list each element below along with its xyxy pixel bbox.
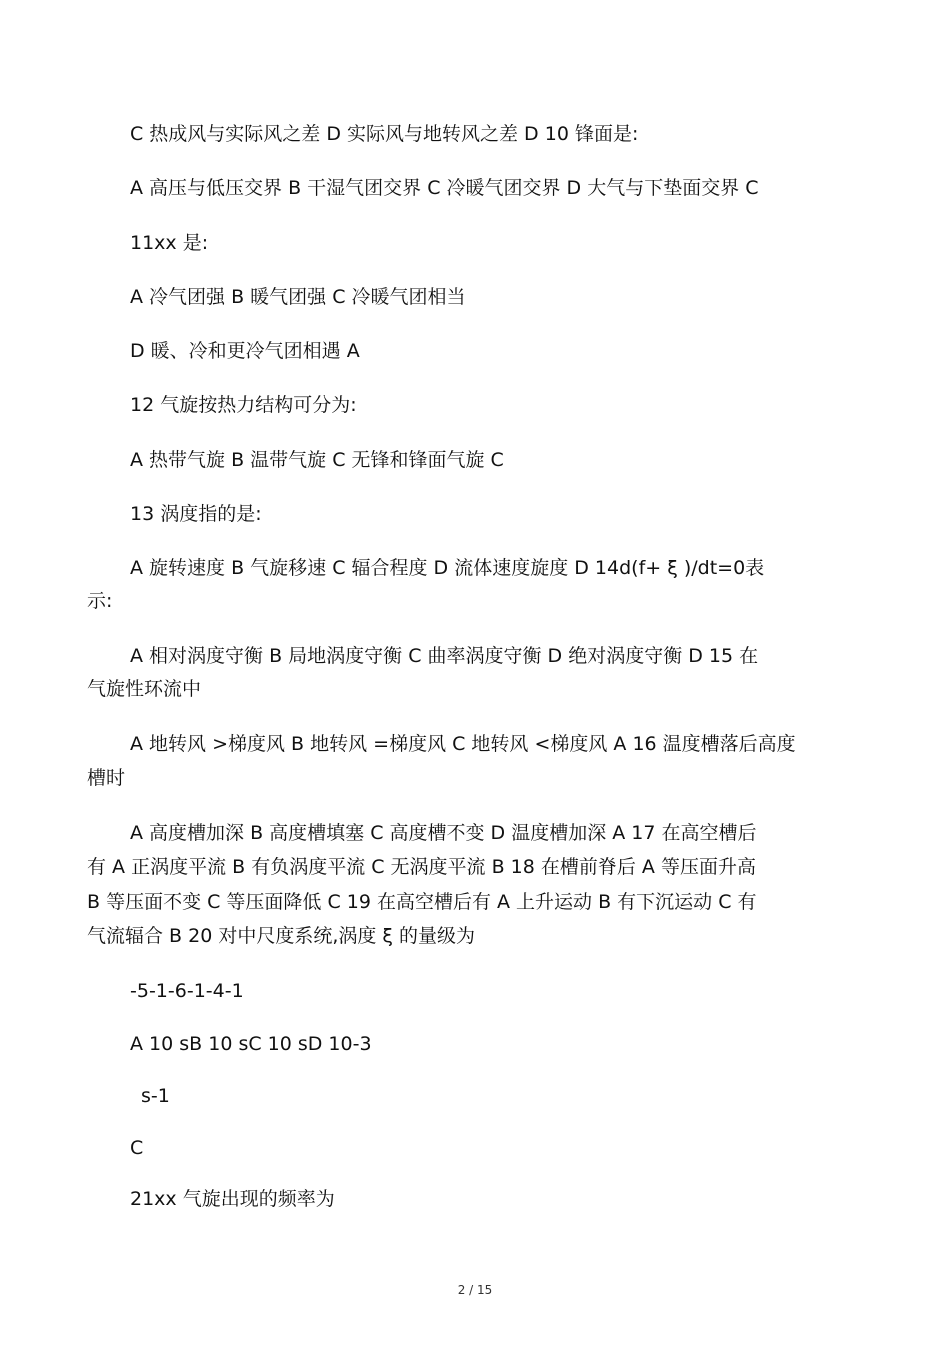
text-line: A 地转风 >梯度风 B 地转风 =梯度风 C 地转风 <梯度风 A 16 温度槽落后高度 [130,733,796,755]
page-number: 2 / 15 [457,1283,493,1297]
text-line: s-1 [141,1085,170,1107]
text-line: A 热带气旋 B 温带气旋 C 无锋和锋面气旋 C [130,449,504,471]
text-line: C 热成风与实际风之差 D 实际风与地转风之差 D 10 锋面是: [130,123,639,145]
text-line: A 旋转速度 B 气旋移速 C 辐合程度 D 流体速度旋度 D 14d(f+ ξ )/dt=0表 [130,557,765,579]
text-line: -5-1-6-1-4-1 [130,980,244,1002]
text-line: D 暖、冷和更冷气团相遇 A [130,340,360,362]
text-line: A 高度槽加深 B 高度槽填塞 C 高度槽不变 D 温度槽加深 A 17 在高空槽后 [130,822,757,844]
text-line: A 相对涡度守衡 B 局地涡度守衡 C 曲率涡度守衡 D 绝对涡度守衡 D 15 在 [130,645,759,667]
text-line: A 高压与低压交界 B 干湿气团交界 C 冷暖气团交界 D 大气与下垫面交界 C [130,177,759,199]
text-line: B 等压面不变 C 等压面降低 C 19 在高空槽后有 A 上升运动 B 有下沉运动 C 有 [87,891,757,913]
text-line: 12 气旋按热力结构可分为: [130,394,357,416]
text-line: 示: [87,590,113,612]
text-line: C [130,1137,144,1159]
text-line: 有 A 正涡度平流 B 有负涡度平流 C 无涡度平流 B 18 在槽前脊后 A 等压面升高 [87,856,756,878]
text-line: 21xx 气旋出现的频率为 [130,1188,335,1210]
text-line: A 冷气团强 B 暖气团强 C 冷暖气团相当 [130,286,466,308]
text-line: 槽时 [87,767,126,789]
text-line: 气旋性环流中 [87,678,202,700]
text-line: A 10 sB 10 sC 10 sD 10-3 [130,1033,372,1055]
text-line: 11xx 是: [130,232,209,254]
text-line: 13 涡度指的是: [130,503,262,525]
text-line: 气流辐合 B 20 对中尺度系统,涡度 ξ 的量级为 [87,925,476,947]
